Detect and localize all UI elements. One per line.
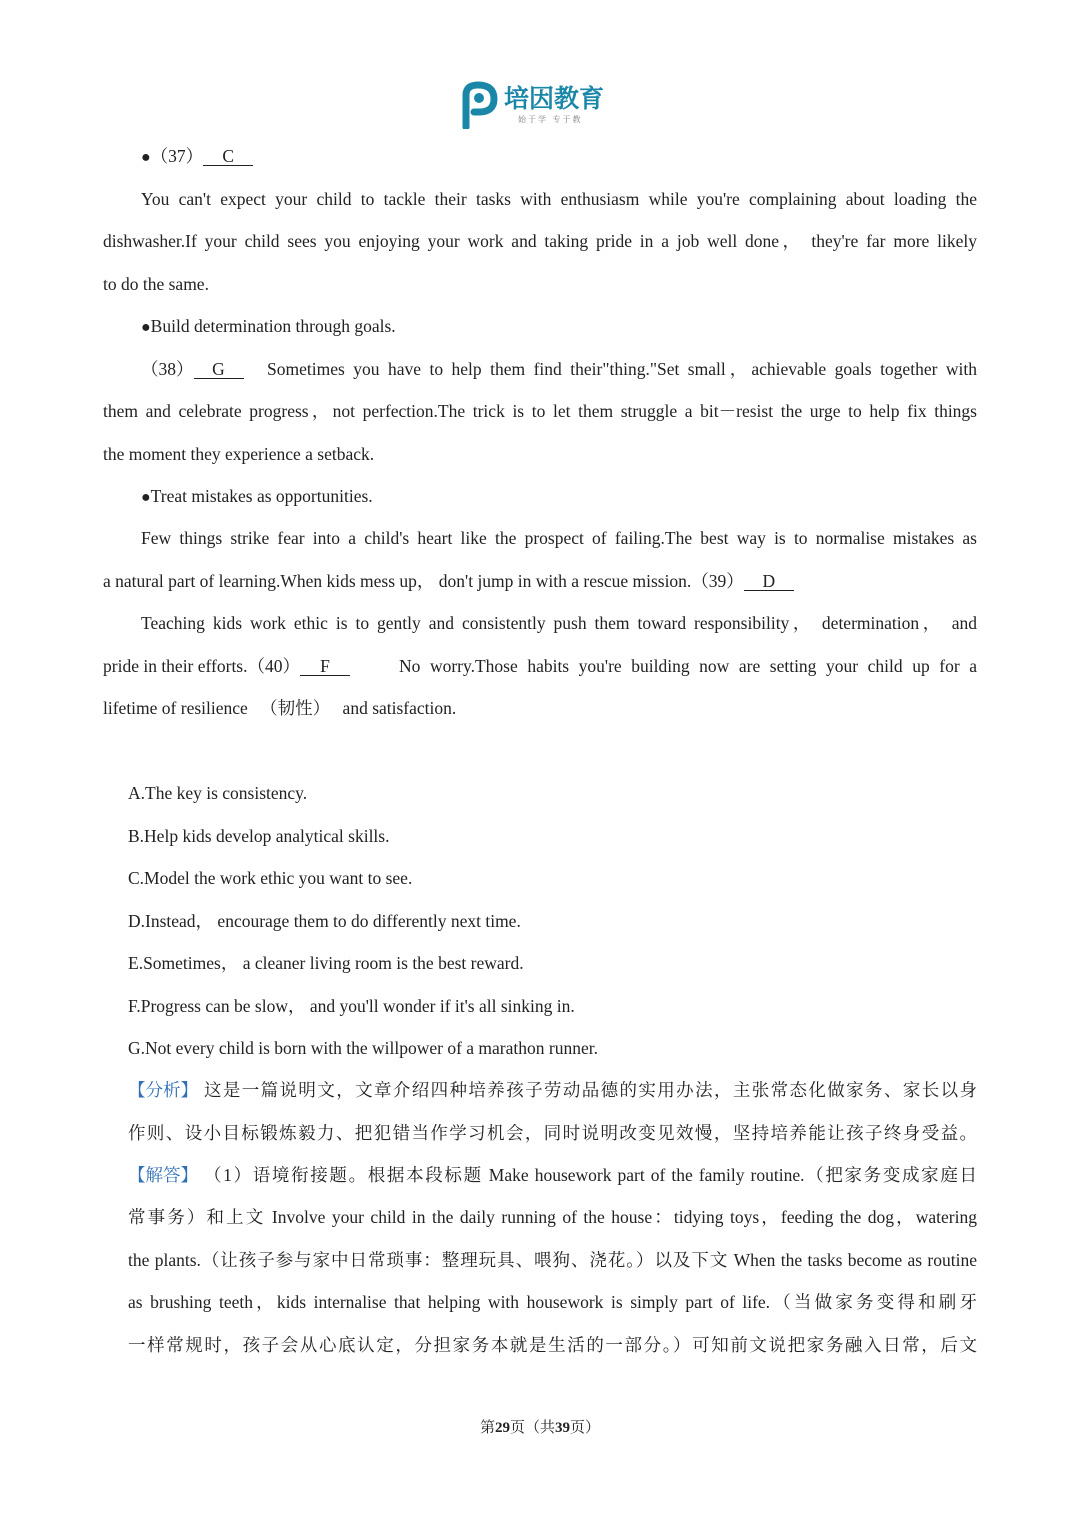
heading-mistakes-text: Treat mistakes as opportunities. — [150, 486, 373, 506]
p1-line-3: to do the same. — [103, 274, 209, 294]
p4-line-2-b: No worry.Those habits you're building now are setting your child up for a — [399, 656, 977, 676]
p4-line-3 — [103, 697, 456, 719]
q40-number: （40） — [247, 656, 300, 676]
heading-determination — [141, 315, 396, 339]
q38-line — [141, 358, 977, 380]
q39-number: （39） — [691, 571, 744, 591]
answer-line-3: the plants.（让孩子参与家中日常琐事：整理玩具、喂狗、浇花。）以及下文 When the tasks become as routine — [128, 1250, 977, 1270]
analysis-text-1: 这是一篇说明文，文章介绍四种培养孩子劳动品德的实用办法，主张常态化做家务、家长以身 — [204, 1080, 977, 1100]
footer-mid: 页（共 — [509, 1420, 555, 1436]
q38-number: （38） — [141, 359, 194, 379]
black-circle-bullet-icon: ● — [141, 319, 151, 336]
p4-line-3-a: lifetime of resilience — [103, 698, 248, 718]
p2-line-1: Sometimes you have to help them find their"thing."Set small，achievable goals together with — [267, 359, 977, 379]
black-circle-bullet-icon: ● — [141, 149, 151, 166]
brand-name: 培因教育 — [504, 84, 605, 113]
heading-determination-text: Build determination through goals. — [150, 316, 396, 336]
p1-line-2: dishwasher.If your child sees you enjoying your work and taking pride in a job well done， they're far more likely — [103, 231, 977, 251]
blank-38: G — [194, 360, 244, 379]
blank-37: C — [203, 147, 253, 166]
footer-prefix: 第 — [479, 1420, 495, 1436]
p4-line-3-b: （韧性） — [260, 698, 331, 718]
brand-p-logo-icon — [462, 81, 498, 129]
p3-line-2-text: a natural part of learning.When kids mess up， don't jump in with a rescue mission. — [103, 571, 692, 591]
answer-line-5: 一样常规时，孩子会从心底认定，分担家务本就是生活的一部分。）可知前文说把家务融入日常，后文 — [128, 1335, 977, 1355]
blank-39: D — [744, 572, 794, 591]
heading-mistakes — [141, 485, 373, 509]
p4-line-2-a: pride in their efforts. — [103, 656, 248, 676]
analysis-tag: 【分析】 — [128, 1080, 198, 1100]
p1-line-1: You can't expect your child to tackle their tasks with enthusiasm while you're complaining about loading the — [141, 189, 977, 209]
option-g: G.Not every child is born with the willpower of a marathon runner. — [128, 1038, 598, 1058]
answer-line-2: 常事务）和上文 Involve your child in the daily running of the house：tidying toys，feeding the dog，watering — [128, 1207, 977, 1227]
footer-suffix: 页） — [570, 1420, 601, 1436]
brand-slogan: 始于学 专于教 — [518, 115, 583, 124]
option-c: C.Model the work ethic you want to see. — [128, 868, 413, 888]
p2-line-2: them and celebrate progress，not perfection.The trick is to let them struggle a bit－resist the urge to help fix things — [103, 401, 977, 421]
answer-tag: 【解答】 — [128, 1165, 198, 1185]
option-e: E.Sometimes， a cleaner living room is the best reward. — [128, 953, 524, 973]
blank-40: F — [300, 657, 350, 676]
p4-line-3-c: and satisfaction. — [342, 698, 457, 718]
answer-line-1 — [128, 1164, 977, 1186]
p2-line-3: the moment they experience a setback. — [103, 444, 375, 464]
p3-line-1: Few things strike fear into a child's heart like the prospect of failing.The best way is to normalise mistakes as — [141, 528, 977, 548]
p4-line-1: Teaching kids work ethic is to gently and consistently push them toward responsibility， determination， and — [141, 613, 977, 633]
option-d: D.Instead， encourage them to do differently next time. — [128, 911, 521, 931]
answer-text-1: （1）语境衔接题。根据本段标题 Make housework part of the family routine.（把家务变成家庭日 — [204, 1165, 977, 1185]
q37-number: （37） — [150, 146, 204, 166]
page-footer — [0, 1416, 1080, 1437]
answer-line-4: as brushing teeth，kids internalise that helping with housework is simply part of life.（当做家务变得和刷牙 — [128, 1292, 977, 1312]
analysis-line-1 — [128, 1079, 977, 1101]
option-a: A.The key is consistency. — [128, 783, 308, 803]
black-circle-bullet-icon: ● — [141, 489, 151, 506]
p4-line-2 — [103, 655, 977, 677]
option-b: B.Help kids develop analytical skills. — [128, 826, 390, 846]
brand-logo — [462, 80, 622, 130]
footer-total-pages: 39 — [555, 1420, 570, 1436]
q37-line — [141, 145, 253, 169]
footer-page-number: 29 — [494, 1420, 510, 1436]
p3-line-2 — [103, 570, 794, 592]
option-f: F.Progress can be slow， and you'll wonder if it's all sinking in. — [128, 996, 575, 1016]
analysis-line-2: 作则、设小目标锻炼毅力、把犯错当作学习机会，同时说明改变见效慢，坚持培养能让孩子终身受益。 — [128, 1123, 977, 1143]
